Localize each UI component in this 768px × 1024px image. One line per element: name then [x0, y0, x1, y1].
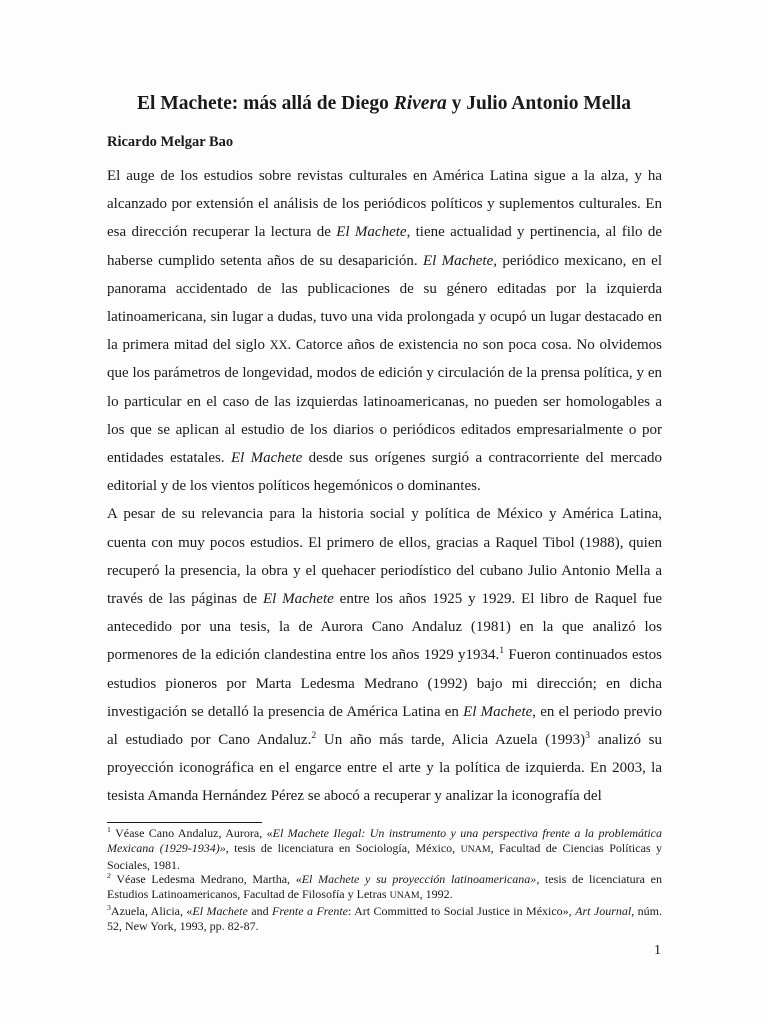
text-run: , tesis de licenciatura en Sociología, México,	[225, 840, 461, 855]
text-run: Véase Ledesma Medrano, Martha, «	[110, 872, 302, 887]
text-run: , tiene actualidad y pertinencia, al filo de haberse cumplido setenta años de su desaparición.	[107, 224, 663, 269]
text-run: , periódico mexicano, en el panorama accidentado de las publicaciones de su género editadas por la izquierda latinoamericana, sin lugar a dudas, tuvo una vida prolongada y ocupó un lugar destacado en la primera mitad del siglo	[107, 252, 662, 354]
text-run: desde sus orígenes surgió a contracorriente del mercado editorial y de los vientos políticos hegemónicos o dominantes.	[107, 450, 662, 495]
text-run: , en el periodo previo al estudiado por Cano Andaluz.	[107, 703, 663, 749]
text-run: , tesis de licenciatura en Estudios Latinoamericanos, Facultad de Filosofía y Letras	[107, 872, 663, 902]
text-run: : Art Committed to Social Justice in México»,	[348, 903, 576, 918]
text-run: Azuela, Alicia, «	[110, 903, 193, 918]
footnote-ref: 3	[585, 730, 591, 742]
page-number: 1	[654, 943, 661, 958]
footnote-3	[107, 904, 662, 934]
text-run: , 1992.	[419, 887, 453, 902]
text-run: Fueron continuados estos estudios pioneros por Marta Ledesma Medrano (1992) bajo mi dirección; en dicha investigación se detalló la presencia de América Latina en	[107, 647, 662, 720]
text-run: A pesar de su relevancia para la historia social y política de México y América Latina, cuenta con muy pocos estudios. El primero de ellos, gracias a Raquel Tibol (1988), quien recuperó la presencia, la obra y el quehacer periodístico del cubano Julio Antonio Mella a través de las páginas de	[107, 506, 662, 608]
text-run: . Catorce años de existencia no son poca cosa. No olvidemos que los parámetros de longevidad, modos de edición y circulación de la prensa política, y en lo particular en el caso de las izquierdas latinoamericanas, no pueden ser homologables a los que se aplican al estudio de los diarios o periódicos editados empresarialmente o por entidades estatales.	[107, 337, 663, 467]
footnote-ref: 2	[311, 730, 317, 742]
italic-run: El Machete y su proyección latinoamericana»	[301, 872, 537, 887]
smallcaps-run: UNAM	[460, 843, 491, 855]
italic-run: El Machete	[336, 224, 407, 241]
title-text-end: y Julio Antonio Mella	[446, 93, 631, 114]
title-text: El Machete: más allá de Diego	[137, 93, 394, 114]
text-run: and	[247, 903, 273, 918]
paragraph-1	[107, 162, 662, 500]
text-run: Véase Cano Andaluz, Aurora, «	[110, 826, 273, 840]
author-name: Ricardo Melgar Bao	[107, 134, 234, 150]
footnote-separator	[107, 822, 262, 823]
text-run: analizó su proyección iconográfica en el engarce entre el arte y la política de izquierda. En 2003, la tesista Amanda Hernández Pérez se abocó a recuperar y analizar la iconografía del	[107, 732, 662, 805]
footnote-number: 2	[107, 871, 111, 881]
italic-run: El Machete	[230, 450, 303, 467]
footnote-number: 3	[107, 902, 111, 912]
text-run: El auge de los estudios sobre revistas culturales en América Latina sigue a la alza, y ha alcanzado por extensión el análisis de los periódicos políticos y suplementos culturales. En esa dirección recuperar la lectura de	[107, 168, 662, 241]
footnotes	[107, 826, 662, 934]
footnote-ref: 1	[499, 645, 505, 657]
paragraph-2	[107, 500, 662, 810]
body-text	[107, 162, 662, 811]
italic-run: El Machete	[463, 703, 533, 720]
text-run: Un año más tarde, Alicia Azuela (1993)	[316, 732, 586, 749]
italic-run: Art Journal,	[575, 903, 635, 918]
text-run: entre los años 1925 y 1929. El libro de Raquel fue antecedido por una tesis, la de Aurora Cano Andaluz (1981) en la que analizó los pormenores de la edición clandestina entre los años 1929 y1934.	[107, 591, 663, 664]
document-title	[0, 90, 768, 118]
footnote-1	[107, 826, 662, 872]
italic-run: El Machete	[422, 252, 494, 269]
italic-run: El Machete	[192, 903, 248, 918]
title-italic-text: Rivera	[393, 93, 447, 114]
text-run: , Facultad de Ciencias Políticas y Sociales, 1981.	[107, 840, 663, 872]
italic-run: Frente a Frente	[272, 903, 348, 918]
footnote-number: 1	[107, 825, 111, 834]
italic-run: El Machete Ilegal: Un instrumento y una perspectiva frente a la problemática Mexicana (1929-1934)»	[107, 826, 662, 855]
smallcaps-run: UNAM	[389, 890, 420, 902]
smallcaps-run: XX	[269, 338, 288, 353]
text-run: núm. 52, New York, 1993, pp. 82-87.	[107, 903, 663, 933]
italic-run: El Machete	[262, 591, 334, 608]
footnote-2	[107, 872, 662, 904]
